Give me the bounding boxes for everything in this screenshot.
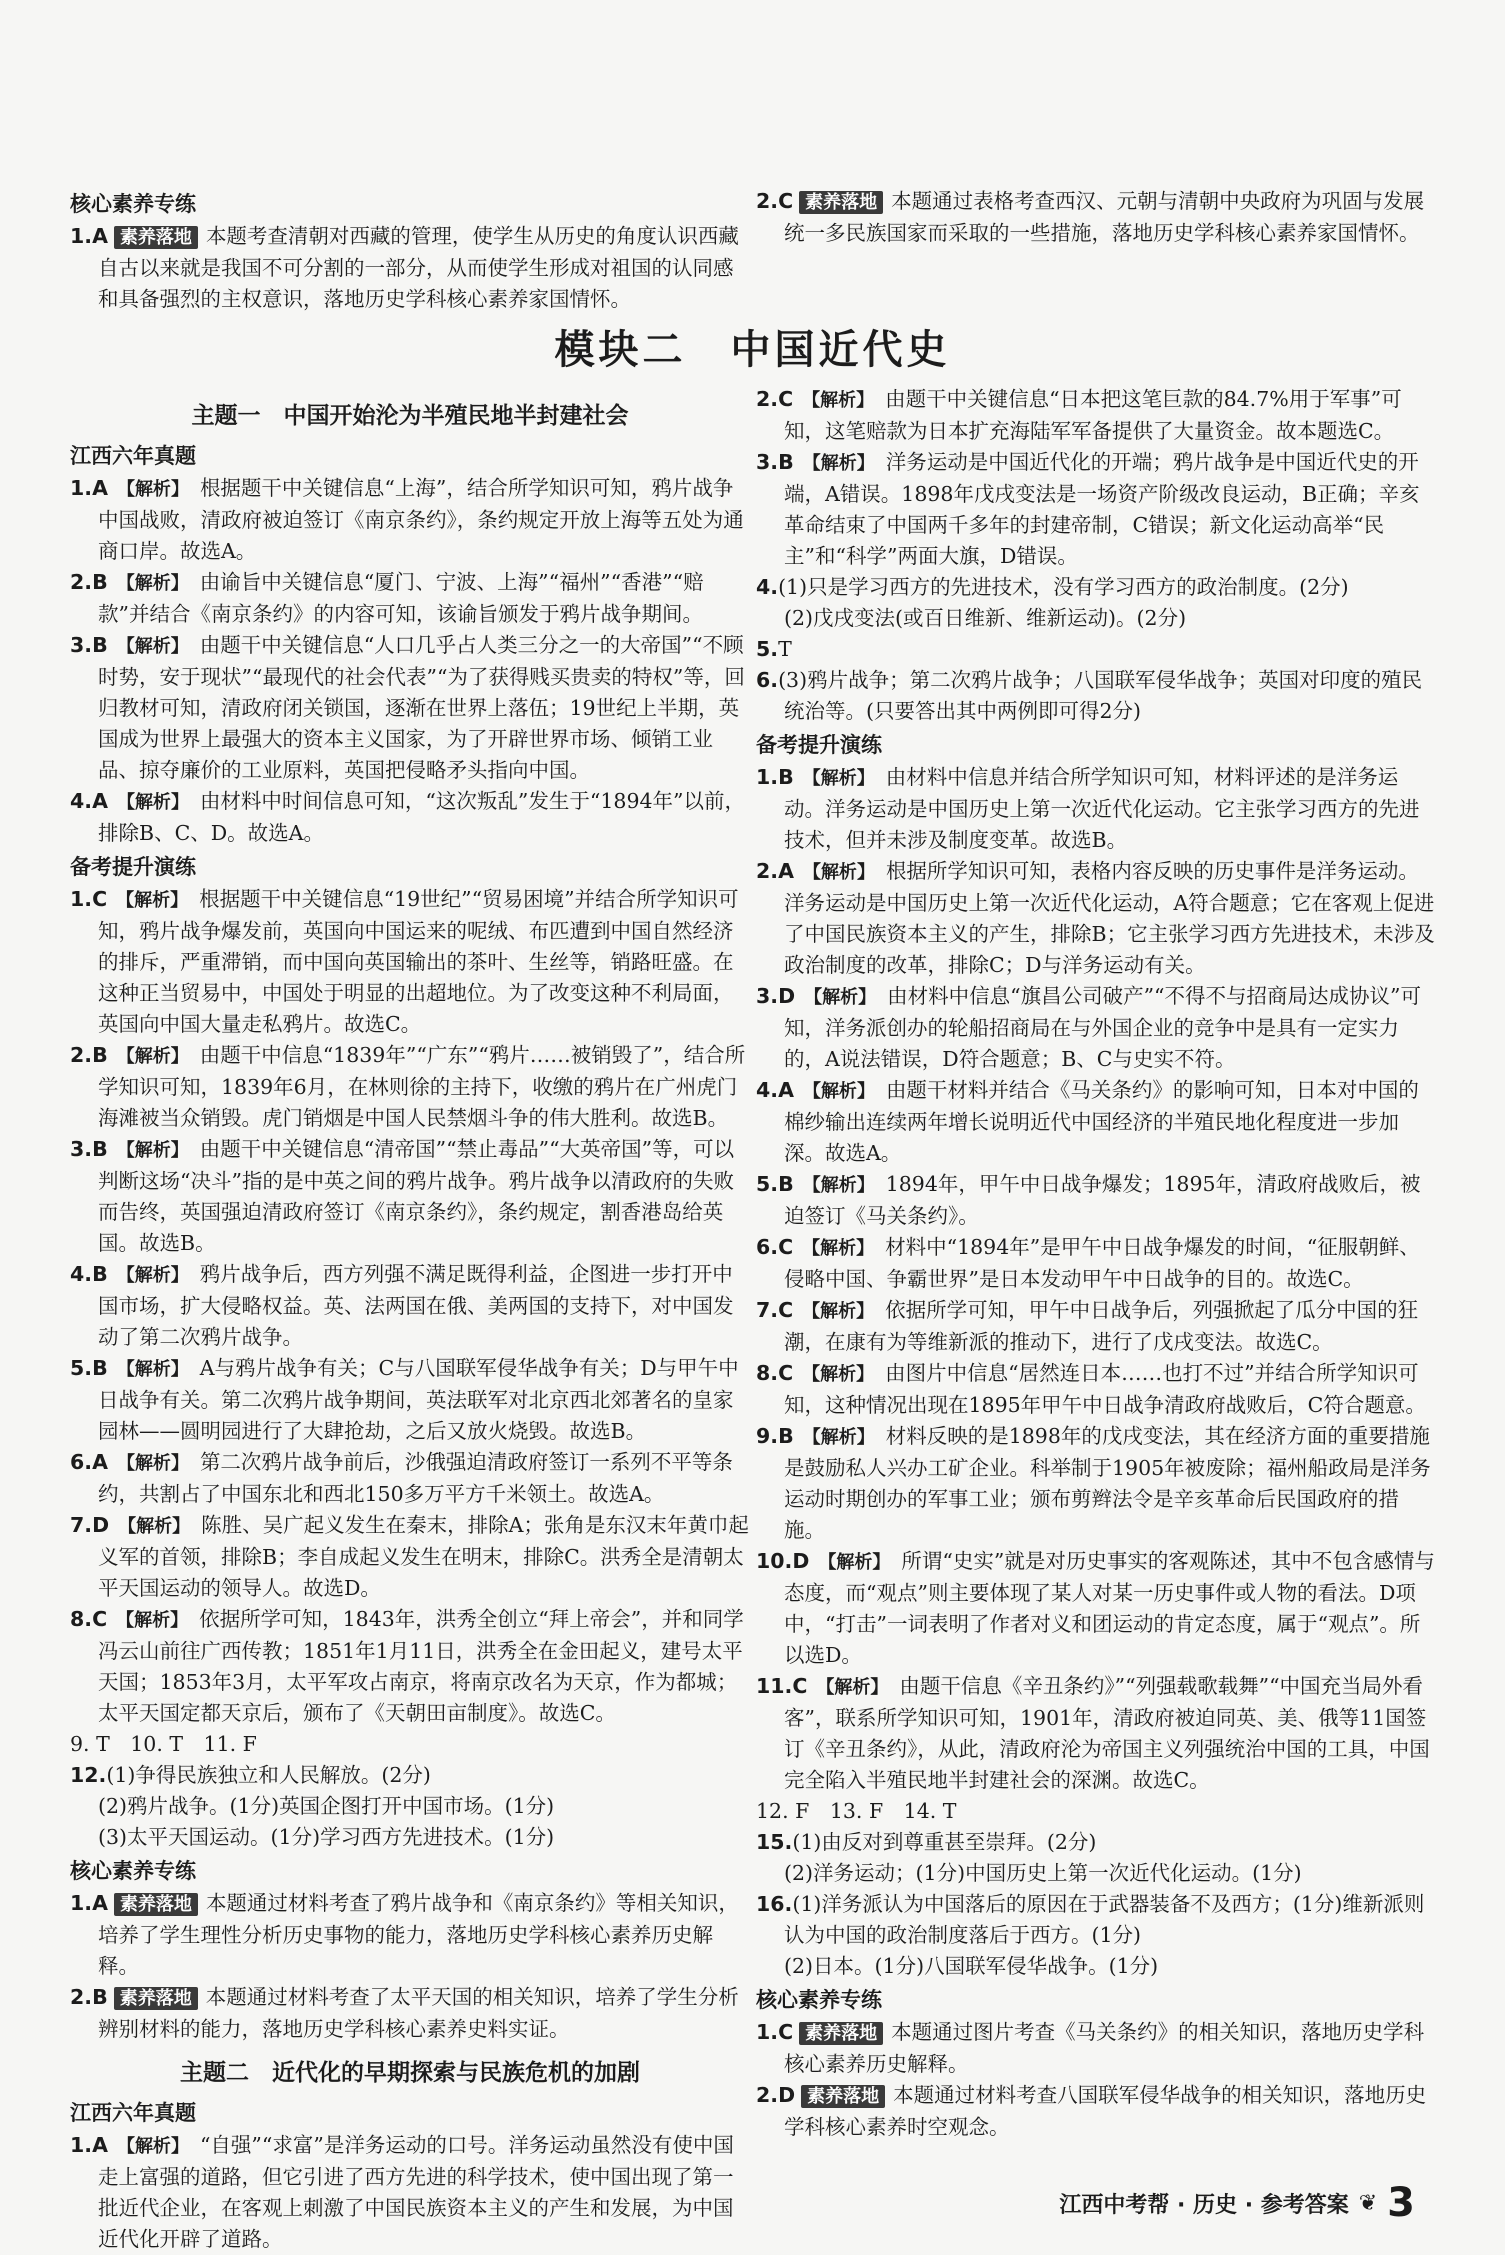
label-tag: 【 解析 】 bbox=[114, 1453, 192, 1474]
label-tag: 【 解析 】 bbox=[113, 890, 191, 911]
item-number: 11. bbox=[756, 1674, 793, 1698]
answer-item bbox=[70, 473, 750, 567]
answer-letter: C bbox=[778, 1298, 794, 1322]
item-text: 洋务运动是中国近代化的开端；鸦片战争是中国近代史的开端，A错误。1898年戊戌变法是一场资产阶级改良运动，B正确；辛亥革命结束了中国两千多年的封建帝制，C错误；新文化运动高举“民主”和“科学”两面大旗，D错误。 bbox=[784, 450, 1420, 568]
item-text: (2)日本。(1分)八国联军侵华战争。(1分) bbox=[784, 1954, 1159, 1978]
item-text: 由题干材料并结合《马关条约》的影响可知，日本对中国的棉纱输出连续两年增长说明近代中国经济的半殖民地化程度进一步加深。故选A。 bbox=[784, 1078, 1419, 1165]
section-heading: 核心素养专练 bbox=[70, 1859, 196, 1883]
topic-title: 主题一 中国开始沦为半殖民地半封建社会 bbox=[191, 403, 629, 429]
answer-letter: C bbox=[92, 887, 108, 911]
label-tag: 素养落地 bbox=[114, 1987, 198, 2010]
item-number: 16. bbox=[756, 1892, 793, 1916]
item-text: 陈胜、吴广起义发生在秦末，排除A；张角是东汉末年黄巾起义军的首领，排除B；李自成起义发生在明末，排除C。洪秀全是清朝太平天国运动的领导人。故选D。 bbox=[98, 1513, 749, 1600]
item-number: 2. bbox=[70, 570, 93, 594]
label-tag: 【 解析 】 bbox=[114, 1140, 192, 1161]
top-right-block bbox=[756, 186, 1436, 249]
section-heading: 江西六年真题 bbox=[70, 444, 196, 468]
label-tag: 【 解析 】 bbox=[800, 1427, 878, 1448]
label-tag: 【 解析 】 bbox=[800, 1175, 878, 1196]
item-text: 由题干中关键信息“日本把这笔巨款的84.7%用于军事”可知，这笔赔款为日本扩充海陆军军备提供了大量资金。故本题选C。 bbox=[784, 387, 1402, 443]
answer-item bbox=[70, 567, 750, 630]
answer-letter: B bbox=[92, 570, 108, 594]
item-text: 根据题干中关键信息“上海”，结合所学知识可知，鸦片战争中国战败，清政府被迫签订《南京条约》，条约规定开放上海等五处为通商口岸。故选A。 bbox=[98, 476, 744, 563]
answer-item bbox=[756, 856, 1436, 981]
answer-item bbox=[756, 1421, 1436, 1546]
section-heading: 核心素养专练 bbox=[70, 192, 196, 216]
item-text: T bbox=[778, 637, 792, 661]
label-tag: 【 解析 】 bbox=[114, 1046, 192, 1067]
item-text: 材料反映的是1898年的戊戌变法，其在经济方面的重要措施是鼓励私人兴办工矿企业。科举制于1905年被废除；福州船政局是洋务运动时期创办的军事工业；颁布剪辫法令是辛亥革命后民国政府的措施。 bbox=[784, 1424, 1431, 1542]
answer-item bbox=[756, 981, 1436, 1075]
item-text: 材料中“1894年”是甲午中日战争爆发的时间，“征服朝鲜、侵略中国、争霸世界”是日本发动甲午中日战争的目的。故选C。 bbox=[784, 1235, 1420, 1291]
label-tag: 素养落地 bbox=[114, 1893, 198, 1916]
section-heading: 备考提升演练 bbox=[70, 855, 196, 879]
item-list bbox=[756, 762, 1436, 1982]
item-text: 所谓“史实”就是对历史事实的客观陈述，其中不包含感情与态度，而“观点”则主要体现了某人对某一历史事件或人物的看法。D项中，“打击”一词表明了作者对义和团运动的肯定态度，属于“观点”。所以选D。 bbox=[784, 1549, 1435, 1667]
answer-letter: B bbox=[92, 1356, 108, 1380]
label-tag: 【 解析 】 bbox=[114, 2136, 192, 2157]
answer-item bbox=[70, 1791, 750, 1822]
answer-item bbox=[756, 1169, 1436, 1232]
item-text: 本题通过表格考查西汉、元朝与清朝中央政府为巩固与发展统一多民族国家而采取的一些措施，落地历史学科核心素养家国情怀。 bbox=[784, 189, 1425, 245]
item-list bbox=[70, 473, 750, 849]
answer-item bbox=[756, 1796, 1436, 1827]
answer-letter: C bbox=[778, 2020, 794, 2044]
label-tag: 【 解析 】 bbox=[114, 1359, 192, 1380]
item-number: 4. bbox=[756, 1078, 779, 1102]
item-number: 1. bbox=[70, 887, 93, 911]
answer-letter: A bbox=[778, 859, 794, 883]
item-list bbox=[70, 884, 750, 1853]
item-number: 1. bbox=[70, 476, 93, 500]
answer-letter: A bbox=[92, 1450, 108, 1474]
answer-item bbox=[756, 447, 1436, 572]
item-text: 由题干中关键信息“清帝国”“禁止毒品”“大英帝国”等，可以判断这场“决斗”指的是中英之间的鸦片战争。鸦片战争以清政府的失败而告终，英国强迫清政府签订《南京条约》，条约规定，割香港岛给英国。故选B。 bbox=[98, 1137, 735, 1255]
item-text: 由谕旨中关键信息“厦门、宁波、上海”“福州”“香港”“赔款”并结合《南京条约》的内容可知，该谕旨颁发于鸦片战争期间。 bbox=[98, 570, 704, 626]
answer-letter: B bbox=[92, 1137, 108, 1161]
item-number: 8. bbox=[756, 1361, 779, 1385]
item-number: 12. bbox=[70, 1763, 107, 1787]
item-text: (1)由反对到尊重甚至崇拜。(2分) bbox=[792, 1830, 1097, 1854]
section-heading: 核心素养专练 bbox=[756, 1988, 882, 2012]
item-number: 4. bbox=[756, 575, 779, 599]
answer-letter: D bbox=[92, 1513, 110, 1537]
left-column bbox=[70, 388, 750, 2255]
item-text: 第二次鸦片战争前后，沙俄强迫清政府签订一系列不平等条约，共割占了中国东北和西北150多万平方千米领土。故选A。 bbox=[98, 1450, 733, 1506]
item-number: 2. bbox=[70, 1043, 93, 1067]
answer-item bbox=[70, 1760, 750, 1791]
item-number: 6. bbox=[70, 1450, 93, 1474]
answer-item bbox=[70, 1888, 750, 1982]
answer-letter: B bbox=[92, 1985, 108, 2009]
item-list bbox=[756, 186, 1436, 249]
answer-item bbox=[756, 1295, 1436, 1358]
item-text: (3)鸦片战争；第二次鸦片战争；八国联军侵华战争；英国对印度的殖民统治等。(只要答出其中两例即可得2分) bbox=[778, 668, 1423, 723]
item-number: 8. bbox=[70, 1607, 93, 1631]
item-text: 根据题干中关键信息“19世纪”“贸易困境”并结合所学知识可知，鸦片战争爆发前，英国向中国运来的呢绒、布匹遭到中国自然经济的排斥，严重滞销，而中国向英国输出的茶叶、生丝等，销路旺盛。在这种正当贸易中，中国处于明显的出超地位。为了改变这种不利局面，英国向中国大量走私鸦片。故选C。 bbox=[98, 887, 739, 1036]
answer-letter: A bbox=[92, 224, 108, 248]
answer-item bbox=[70, 1729, 750, 1760]
answer-item bbox=[70, 1447, 750, 1510]
item-text: (2)洋务运动；(1分)中国历史上第一次近代化运动。(1分) bbox=[784, 1861, 1302, 1885]
answer-item bbox=[70, 2130, 750, 2255]
answer-item bbox=[756, 665, 1436, 727]
footer-text: 江西中考帮 · 历史 · 参考答案 bbox=[1059, 2192, 1349, 2218]
label-tag: 【 解析 】 bbox=[801, 987, 879, 1008]
answer-item bbox=[756, 1232, 1436, 1295]
answer-item bbox=[70, 1353, 750, 1447]
answer-letter: A bbox=[778, 1078, 794, 1102]
section-heading: 备考提升演练 bbox=[756, 733, 882, 757]
item-number: 4. bbox=[70, 1262, 93, 1286]
item-text: 由题干信息《辛丑条约》”“列强载歌载舞”“中国充当局外看客”，联系所学知识可知，1901年，清政府被迫同英、美、俄等11国签订《辛丑条约》，从此，清政府沦为帝国主义列强统治中国的工具，中国完全陷入半殖民地半封建社会的深渊。故选C。 bbox=[784, 1674, 1430, 1792]
answer-item bbox=[756, 1546, 1436, 1671]
item-text: 本题考查清朝对西藏的管理，使学生从历史的角度认识西藏自古以来就是我国不可分割的一部分，从而使学生形成对祖国的认同感和具备强烈的主权意识，落地历史学科核心素养家国情怀。 bbox=[98, 224, 739, 311]
item-text: 由材料中时间信息可知，“这次叛乱”发生于“1894年”以前，排除B、C、D。故选A。 bbox=[98, 789, 746, 845]
answer-letter: C bbox=[778, 189, 794, 213]
item-list bbox=[756, 384, 1436, 727]
item-number: 1. bbox=[70, 224, 93, 248]
item-text: 1894年，甲午中日战争爆发；1895年，清政府战败后，被迫签订《马关条约》。 bbox=[784, 1172, 1421, 1228]
item-text: (1)洋务派认为中国落后的原因在于武器装备不及西方；(1分)维新派则认为中国的政治制度落后于西方。(1分) bbox=[784, 1892, 1425, 1947]
item-list bbox=[70, 2130, 750, 2255]
answer-item bbox=[70, 630, 750, 786]
label-tag: 【 解析 】 bbox=[114, 792, 192, 813]
item-number: 6. bbox=[756, 1235, 779, 1259]
item-text: 依据所学可知，甲午中日战争后，列强掀起了瓜分中国的狂潮，在康有为等维新派的推动下，进行了戊戌变法。故选C。 bbox=[784, 1298, 1419, 1354]
item-number: 10. bbox=[756, 1549, 793, 1573]
item-text: “自强”“求富”是洋务运动的口号。洋务运动虽然没有使中国走上富强的道路，但它引进了西方先进的科学技术，使中国出现了第一批近代企业，在客观上刺激了中国民族资本主义的产生和发展，为中国近代化开辟了道路。 bbox=[98, 2133, 734, 2251]
answer-letter: A bbox=[92, 2133, 108, 2157]
answer-item bbox=[756, 572, 1436, 603]
answer-letter: C bbox=[792, 1674, 808, 1698]
label-tag: 【 解析 】 bbox=[800, 453, 878, 474]
item-text: 由材料中信息“旗昌公司破产”“不得不与招商局达成协议”可知，洋务派创办的轮船招商局在与外国企业的竞争中是具有一定实力的，A说法错误，D符合题意；B、C与史实不符。 bbox=[784, 984, 1422, 1071]
item-number: 1. bbox=[70, 2133, 93, 2157]
item-number: 1. bbox=[756, 2020, 779, 2044]
label-tag: 【 解析 】 bbox=[800, 1081, 878, 1102]
answer-item bbox=[70, 1040, 750, 1134]
label-tag: 【 解析 】 bbox=[799, 1238, 877, 1259]
item-number: 2. bbox=[756, 2083, 779, 2107]
label-tag: 素养落地 bbox=[801, 2085, 885, 2108]
right-column bbox=[756, 384, 1436, 2143]
item-text: (1)只是学习西方的先进技术，没有学习西方的政治制度。(2分) bbox=[778, 575, 1349, 599]
page-number: 3 bbox=[1387, 2180, 1415, 2226]
answer-item bbox=[70, 786, 750, 849]
item-number: 2. bbox=[756, 387, 779, 411]
item-number: 1. bbox=[70, 1891, 93, 1915]
item-number: 5. bbox=[756, 1172, 779, 1196]
label-tag: 素养落地 bbox=[799, 2022, 883, 2045]
answer-letter: C bbox=[778, 1361, 794, 1385]
item-text: 依据所学可知，1843年，洪秀全创立“拜上帝会”，并和同学冯云山前往广西传教；1851年1月11日，洪秀全在金田起义，建号太平天国；1853年3月，太平军攻占南京，将南京改名为天京，作为都城；太平天国定都天京后，颁布了《天朝田亩制度》。故选C。 bbox=[98, 1607, 744, 1725]
label-tag: 【 解析 】 bbox=[114, 479, 192, 500]
answer-letter: A bbox=[92, 476, 108, 500]
item-number: 3. bbox=[70, 1137, 93, 1161]
label-tag: 【 解析 】 bbox=[114, 573, 192, 594]
answer-item bbox=[70, 1259, 750, 1353]
answer-item bbox=[756, 762, 1436, 856]
answer-item bbox=[70, 1604, 750, 1729]
label-tag: 【 解析 】 bbox=[113, 1610, 191, 1631]
item-text: (3)太平天国运动。(1分)学习西方先进技术。(1分) bbox=[98, 1825, 555, 1849]
item-number: 1. bbox=[756, 765, 779, 789]
answer-item bbox=[756, 634, 1436, 665]
item-number: 2. bbox=[756, 189, 779, 213]
item-text: 由图片中信息“居然连日本……也打不过”并结合所学知识可知，这种情况出现在1895年甲午中日战争清政府战败后，C符合题意。 bbox=[784, 1361, 1426, 1417]
page-footer bbox=[1059, 2180, 1415, 2226]
answer-item bbox=[70, 1822, 750, 1853]
answer-item bbox=[70, 1982, 750, 2045]
item-number: 5. bbox=[756, 637, 779, 661]
label-tag: 【 解析 】 bbox=[800, 862, 878, 883]
item-number: 9. bbox=[756, 1424, 779, 1448]
answer-item bbox=[756, 1889, 1436, 1951]
answer-item bbox=[70, 884, 750, 1040]
answer-letter: A bbox=[92, 1891, 108, 1915]
item-text: 9. T 10. T 11. F bbox=[70, 1732, 257, 1756]
item-text: 根据所学知识可知，表格内容反映的历史事件是洋务运动。洋务运动是中国历史上第一次近代化运动，A符合题意；它在客观上促进了中国民族资本主义的产生，排除B；它主张学习西方先进技术，未涉及政治制度的改革，排除C；D与洋务运动有关。 bbox=[784, 859, 1435, 977]
answer-letter: C bbox=[778, 1235, 794, 1259]
item-text: 鸦片战争后，西方列强不满足既得利益，企图进一步打开中国市场，扩大侵略权益。英、法两国在俄、美两国的支持下，对中国发动了第二次鸦片战争。 bbox=[98, 1262, 734, 1349]
answer-letter: B bbox=[92, 1043, 108, 1067]
item-text: 由题干中信息“1839年”“广东”“鸦片……被销毁了”，结合所学知识可知，1839年6月，在林则徐的主持下，收缴的鸦片在广州虎门海滩被当众销毁。虎门销烟是中国人民禁烟斗争的伟大胜利。故选B。 bbox=[98, 1043, 746, 1130]
item-text: (2)鸦片战争。(1分)英国企图打开中国市场。(1分) bbox=[98, 1794, 555, 1818]
item-text: 本题通过材料考查八国联军侵华战争的相关知识，落地历史学科核心素养时空观念。 bbox=[784, 2083, 1427, 2139]
item-text: 本题通过材料考查了太平天国的相关知识，培养了学生分析辨别材料的能力，落地历史学科核心素养史料实证。 bbox=[98, 1985, 739, 2041]
answer-item bbox=[70, 1134, 750, 1259]
answer-item bbox=[756, 1075, 1436, 1169]
item-list bbox=[70, 1888, 750, 2045]
answer-letter: B bbox=[778, 765, 794, 789]
label-tag: 【 解析 】 bbox=[114, 636, 192, 657]
item-number: 7. bbox=[756, 1298, 779, 1322]
item-number: 7. bbox=[70, 1513, 93, 1537]
label-tag: 【 解析 】 bbox=[815, 1552, 893, 1573]
answer-item bbox=[756, 1858, 1436, 1889]
answer-item bbox=[756, 2017, 1436, 2080]
leaf-icon: ❦ bbox=[1358, 2190, 1378, 2216]
answer-letter: C bbox=[92, 1607, 108, 1631]
label-tag: 【 解析 】 bbox=[800, 768, 878, 789]
answer-item bbox=[70, 1510, 750, 1604]
item-number: 6. bbox=[756, 668, 779, 692]
answer-item bbox=[756, 186, 1436, 249]
item-number: 3. bbox=[70, 633, 93, 657]
label-tag: 【 解析 】 bbox=[799, 390, 877, 411]
label-tag: 【 解析 】 bbox=[115, 1516, 193, 1537]
item-text: 由材料中信息并结合所学知识可知，材料评述的是洋务运动。洋务运动是中国历史上第一次近代化运动。它主张学习西方的先进技术，但并未涉及制度变革。故选B。 bbox=[784, 765, 1420, 852]
answer-item bbox=[756, 1671, 1436, 1796]
item-number: 15. bbox=[756, 1830, 793, 1854]
label-tag: 【 解析 】 bbox=[114, 1265, 192, 1286]
answer-letter: D bbox=[792, 1549, 810, 1573]
item-number: 2. bbox=[756, 859, 779, 883]
label-tag: 素养落地 bbox=[799, 191, 883, 214]
answer-letter: B bbox=[778, 1424, 794, 1448]
answer-item bbox=[756, 603, 1436, 634]
label-tag: 【 解析 】 bbox=[799, 1364, 877, 1385]
module-title: 模块二 中国近代史 bbox=[554, 327, 951, 373]
top-left-block bbox=[70, 186, 750, 315]
answer-letter: A bbox=[92, 789, 108, 813]
item-text: 由题干中关键信息“人口几乎占人类三分之一的大帝国”“不顾时势，安于现状”“最现代的社会代表”“为了获得贱买贵卖的特权”等，回归教材可知，清政府闭关锁国，逐渐在世界上落伍；19世纪上半期，英国成为世界上最强大的资本主义国家，为了开辟世界市场、倾销工业品、掠夺廉价的工业原料，英国把侵略矛头指向中国。 bbox=[98, 633, 745, 782]
label-tag: 素养落地 bbox=[114, 226, 198, 249]
section-heading: 江西六年真题 bbox=[70, 2101, 196, 2125]
item-text: (1)争得民族独立和人民解放。(2分) bbox=[106, 1763, 431, 1787]
answer-item bbox=[756, 1827, 1436, 1858]
item-text: 12. F 13. F 14. T bbox=[756, 1799, 957, 1823]
item-text: 本题通过材料考查了鸦片战争和《南京条约》等相关知识，培养了学生理性分析历史事物的能力，落地历史学科核心素养历史解释。 bbox=[98, 1891, 739, 1978]
item-text: 本题通过图片考查《马关条约》的相关知识，落地历史学科核心素养历史解释。 bbox=[784, 2020, 1425, 2076]
answer-item bbox=[756, 1358, 1436, 1421]
item-text: (2)戊戌变法(或百日维新、维新运动)。(2分) bbox=[784, 606, 1187, 630]
answer-letter: B bbox=[92, 633, 108, 657]
item-number: 3. bbox=[756, 450, 779, 474]
item-number: 5. bbox=[70, 1356, 93, 1380]
answer-item bbox=[756, 1951, 1436, 1982]
item-list bbox=[756, 2017, 1436, 2143]
label-tag: 【 解析 】 bbox=[813, 1677, 891, 1698]
item-text: A与鸦片战争有关；C与八国联军侵华战争有关；D与甲午中日战争有关。第二次鸦片战争期间，英法联军对北京西北郊著名的皇家园林——圆明园进行了大肆抢劫，之后又放火烧毁。故选B。 bbox=[98, 1356, 739, 1443]
answer-item bbox=[756, 384, 1436, 447]
item-number: 3. bbox=[756, 984, 779, 1008]
answer-letter: B bbox=[778, 1172, 794, 1196]
answer-letter: D bbox=[778, 2083, 796, 2107]
label-tag: 【 解析 】 bbox=[799, 1301, 877, 1322]
answer-letter: B bbox=[92, 1262, 108, 1286]
answer-item bbox=[70, 221, 750, 315]
answer-letter: C bbox=[778, 387, 794, 411]
item-list bbox=[70, 221, 750, 315]
answer-letter: D bbox=[778, 984, 796, 1008]
answer-letter: B bbox=[778, 450, 794, 474]
item-number: 4. bbox=[70, 789, 93, 813]
answer-item bbox=[756, 2080, 1436, 2143]
item-number: 2. bbox=[70, 1985, 93, 2009]
topic-title: 主题二 近代化的早期探索与民族危机的加剧 bbox=[180, 2060, 640, 2086]
